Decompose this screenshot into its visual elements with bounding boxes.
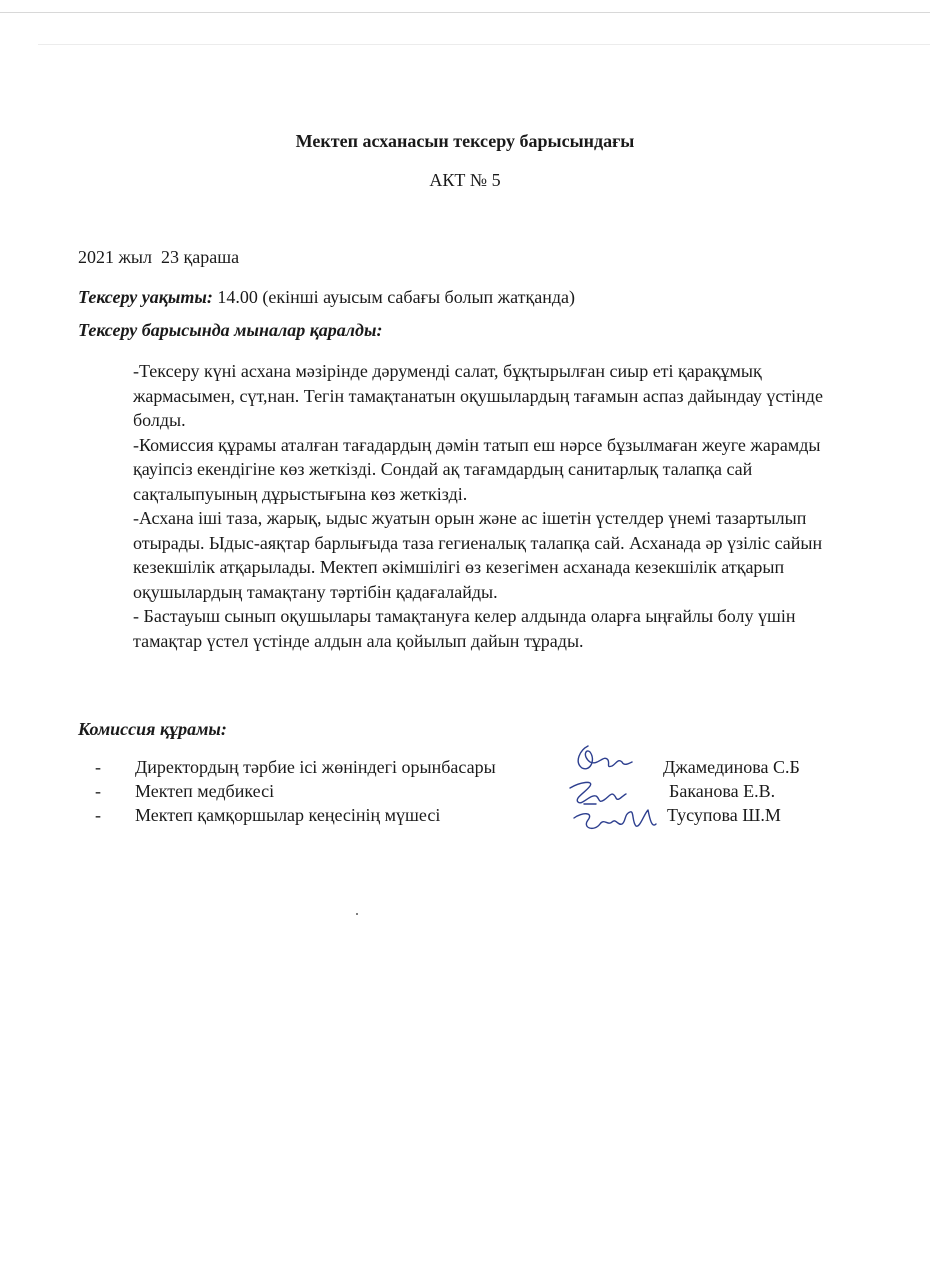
finding-paragraph: -Тексеру күні асхана мәзірінде дәруменді салат, бұқтырылған сиыр еті қарақұмық жармасымен, сүт,нан. Тегін тамақтанатын оқушылардың тағамын аспаз дайындау үстінде болды.	[133, 361, 823, 430]
signature-stroke	[574, 810, 656, 828]
list-dash: -	[95, 781, 101, 801]
member-role: Мектеп медбикесі	[135, 781, 275, 801]
document-title: Мектеп асханасын тексеру барысындағы	[295, 131, 635, 151]
member-name: Джамединова С.Б	[663, 757, 800, 777]
list-dash: -	[95, 805, 101, 825]
finding-paragraph: -Комиссия құрамы аталған тағадардың дәмін татып еш нәрсе бұзылмаған жеуге жарамды қауіпсіз екендігіне көз жеткізді. Сондай ақ тағамдардың санитарлық талапқа сай сақталыпуының дұрыстығына көз жеткізді.	[133, 434, 821, 504]
commission-heading: Комиссия құрамы:	[78, 719, 227, 739]
member-role: Директордың тәрбие ісі жөніндегі орынбасары	[135, 757, 496, 777]
check-time-line	[78, 287, 575, 308]
review-heading: Тексеру барысында мыналар қаралды:	[78, 320, 383, 340]
act-date: 2021 жыл 23 қараша	[78, 247, 240, 267]
commission-member	[95, 779, 875, 803]
scan-line	[38, 44, 930, 45]
member-name: Баканова Е.В.	[669, 781, 776, 801]
act-number: АКТ № 5	[429, 170, 501, 190]
signature-stroke	[570, 782, 626, 802]
commission-members	[95, 755, 875, 827]
finding-paragraph: - Бастауыш сынып оқушылары тамақтануға келер алдында оларға ыңғайлы болу үшін тамақтар үстел үстінде алдын ала қойылып дайын тұрады.	[133, 606, 796, 651]
handwritten-signatures	[560, 740, 670, 840]
finding-paragraph: -Асхана іші таза, жарық, ыдыс жуатын орын және ас ішетін үстелдер үнемі тазартылып отырады. Ыдыс-аяқтар барлығыда таза гегиеналық талапқа сай. Асханада әр үзіліс сайын кезекшілік атқарылады. Мектеп әкімшілігі өз кезегімен асханада кезекшілік атқарып оқушылардың тамақтану тәртібін қадағалайды.	[133, 508, 823, 602]
member-role: Мектеп қамқоршылар кеңесінің мүшесі	[135, 805, 441, 825]
member-name: Тусупова Ш.М	[667, 805, 781, 825]
list-dash: -	[95, 757, 101, 777]
check-time-value: 14.00 (екінші ауысым сабағы болып жатқанда)	[212, 287, 576, 307]
findings-body	[133, 359, 853, 653]
signature-stroke	[578, 746, 632, 769]
scan-edge	[0, 0, 930, 13]
scan-speck	[356, 913, 358, 915]
commission-member	[95, 755, 875, 779]
check-time-label: Тексеру уақыты:	[78, 287, 213, 307]
commission-member	[95, 803, 875, 827]
